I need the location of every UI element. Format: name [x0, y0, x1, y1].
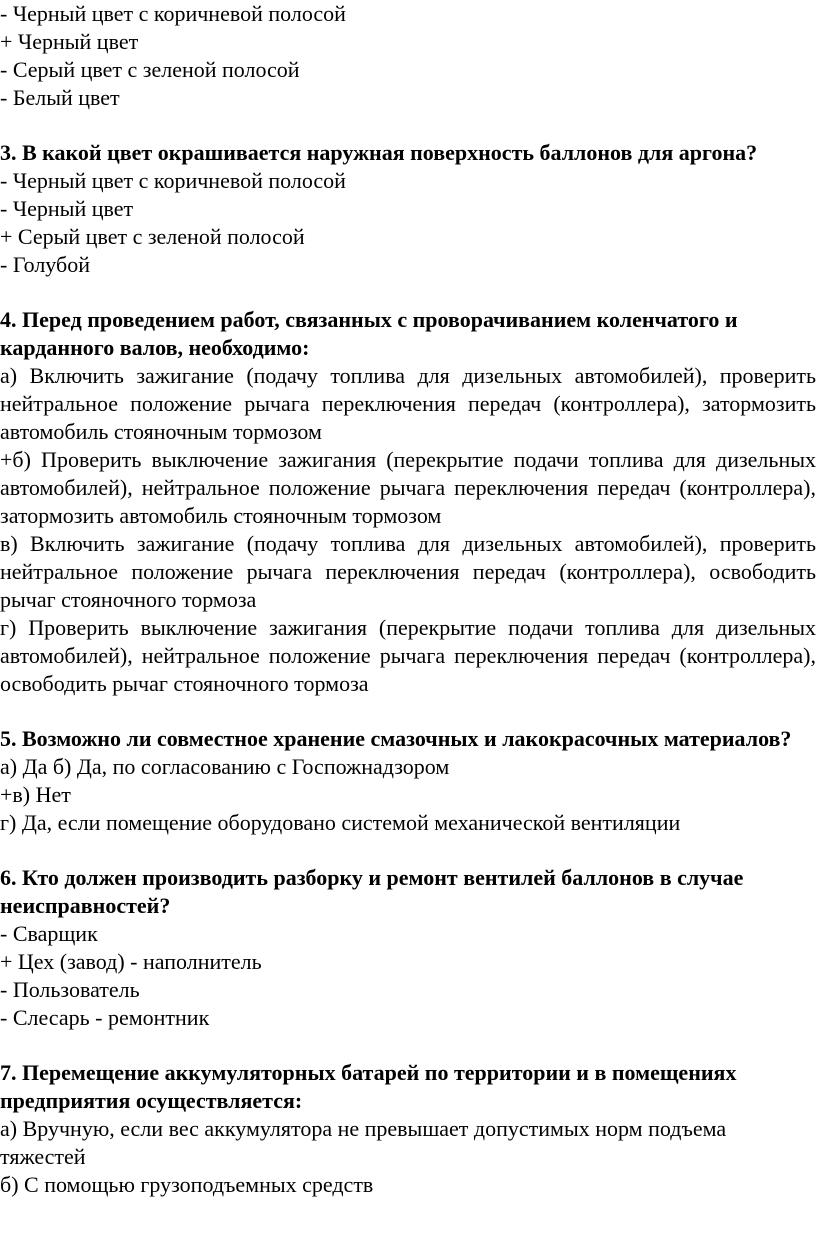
question-7-text: 7. Перемещение аккумуляторных батарей по территории и в помещениях предприятия осуществляется:: [0, 1060, 737, 1113]
answer-block-q2: [0, 0, 816, 112]
answer-option: а) Вручную, если вес аккумулятора не превышает допустимых норм подъема тяжестей: [0, 1116, 727, 1169]
answer-option: - Сварщик: [0, 921, 98, 946]
question-block-4: [0, 306, 816, 698]
answer-option: а) Включить зажигание (подачу топлива для дизельных автомобилей), проверить нейтральное положение рычага переключения передач (контроллера), затормозить автомобиль стояночным тормозом: [0, 363, 816, 444]
answer-option: - Слесарь - ремонтник: [0, 1005, 210, 1030]
answer-option: б) С помощью грузоподъемных средств: [0, 1172, 374, 1197]
answer-option: - Серый цвет с зеленой полосой: [0, 57, 300, 82]
question-5-text: 5. Возможно ли совместное хранение смазочных и лакокрасочных материалов?: [0, 726, 792, 751]
answer-option-correct: + Черный цвет: [0, 29, 139, 54]
question-block-7: [0, 1059, 816, 1199]
question-6-text: 6. Кто должен производить разборку и ремонт вентилей баллонов в случае неисправностей?: [0, 865, 744, 918]
question-block-3: [0, 139, 816, 279]
spacer: [0, 1032, 816, 1059]
question-block-6: [0, 864, 816, 1032]
answer-option: - Черный цвет с коричневой полосой: [0, 168, 346, 193]
answer-option: - Белый цвет: [0, 85, 120, 110]
answer-option-correct: +б) Проверить выключение зажигания (перекрытие подачи топлива для дизельных автомобилей), нейтральное положение рычага переключения передач (контроллера), затормозить автомобиль стояночным тормозом: [0, 447, 816, 528]
answer-option: г) Проверить выключение зажигания (перекрытие подачи топлива для дизельных автомобилей), нейтральное положение рычага переключения передач (контроллера), освободить рычаг стояночного тормоза: [0, 615, 816, 696]
question-block-5: [0, 725, 816, 837]
spacer: [0, 279, 816, 306]
question-3-text: 3. В какой цвет окрашивается наружная поверхность баллонов для аргона?: [0, 140, 758, 165]
answer-option: а) Да б) Да, по согласованию с Госпожнадзором: [0, 754, 450, 779]
answer-option-correct: +в) Нет: [0, 782, 71, 807]
answer-option: - Черный цвет: [0, 196, 134, 221]
answer-option: г) Да, если помещение оборудовано системой механической вентиляции: [0, 810, 681, 835]
answer-option: - Черный цвет с коричневой полосой: [0, 1, 346, 26]
answer-option-correct: + Серый цвет с зеленой полосой: [0, 224, 305, 249]
spacer: [0, 112, 816, 139]
answer-option: - Пользователь: [0, 977, 140, 1002]
answer-option-correct: + Цех (завод) - наполнитель: [0, 949, 262, 974]
answer-option: в) Включить зажигание (подачу топлива для дизельных автомобилей), проверить нейтральное положение рычага переключения передач (контроллера), освободить рычаг стояночного тормоза: [0, 531, 816, 612]
question-4-text: 4. Перед проведением работ, связанных с проворачиванием коленчатого и карданного валов, необходимо:: [0, 307, 738, 360]
answer-option: - Голубой: [0, 252, 90, 277]
spacer: [0, 698, 816, 725]
spacer: [0, 837, 816, 864]
